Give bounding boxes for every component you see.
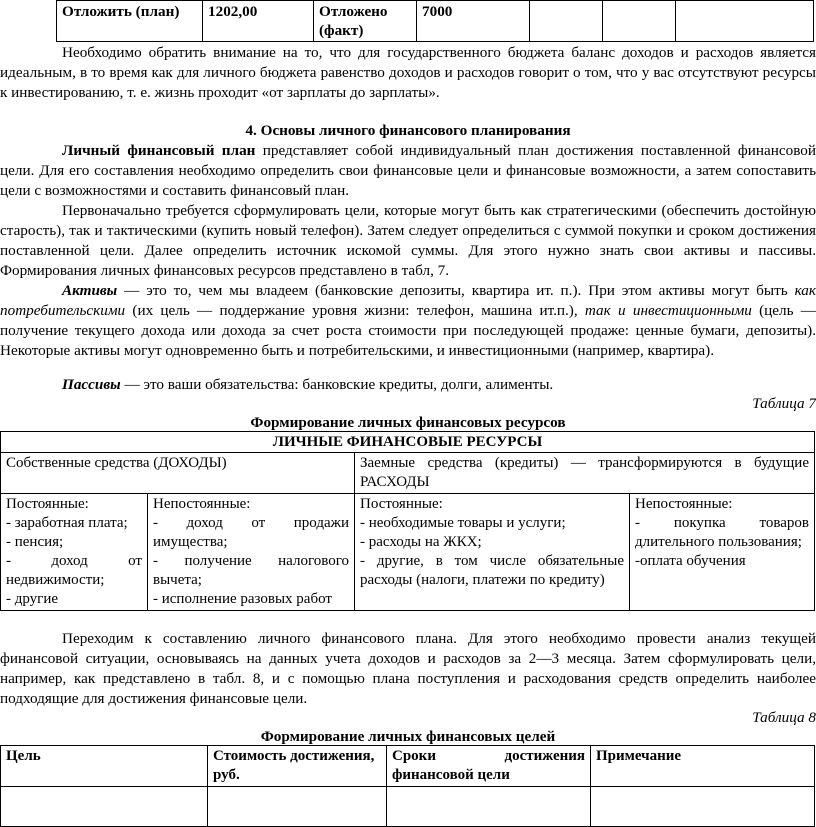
table-header: Стоимость достижения, руб. xyxy=(208,746,387,787)
list-item: - получение налогового вычета; xyxy=(153,553,349,588)
term-liabilities: Пассивы xyxy=(62,376,121,393)
table-cell xyxy=(1,494,148,611)
paragraph-budget-note: Необходимо обратить внимание на то, что для государственного бюджета баланс доходов и расходов является идеальным, в то время как для личного бюджета равенство доходов и расходов говорит о том, что у вас отсутствуют ресурсы к инвестированию, т. е. жизнь проходит «от зарплаты до зарплаты». xyxy=(0,44,816,101)
table-cell xyxy=(355,494,630,611)
cell-heading: Постоянные: xyxy=(360,496,443,512)
term-assets: Активы xyxy=(62,282,118,299)
list-item: - расходы на ЖКХ; xyxy=(360,534,482,550)
list-item: -оплата обучения xyxy=(635,553,746,569)
list-item: - другие xyxy=(6,591,59,607)
paragraph-text: (их цель — поддержание уровня жизни: телефон, машина ит.п.), xyxy=(125,302,585,319)
list-item: - доход от продажи имущества; xyxy=(153,515,349,550)
cell-heading: Непостоянные: xyxy=(635,496,733,512)
table-row xyxy=(1,453,815,494)
term-personal-plan: Личный финансовый план xyxy=(62,142,256,159)
term-consumer: как потребительскими xyxy=(0,282,816,319)
paragraph-assets xyxy=(0,281,816,361)
table-title: Формирование личных финансовых ресурсов xyxy=(250,414,566,431)
table-cell xyxy=(1,787,208,827)
paragraph-personal-plan xyxy=(0,141,816,201)
table-caption-number: Таблица 8 xyxy=(752,709,816,726)
table-row xyxy=(1,494,815,611)
table-caption-number: Таблица 7 xyxy=(752,395,816,412)
table-row xyxy=(1,432,815,453)
paragraph-text: — это то, чем мы владеем (банковские депозиты, квартира ит. п.). При этом активы могут быть xyxy=(117,282,795,299)
table-header: Примечание xyxy=(591,746,815,787)
table-cell xyxy=(603,1,676,42)
term-investment: так и инвестиционными xyxy=(584,302,752,319)
list-item: - покупка товаров длительного пользования; xyxy=(635,515,809,550)
table-header: ЛИЧНЫЕ ФИНАНСОВЫЕ РЕСУРСЫ xyxy=(1,432,815,453)
cell-heading: Постоянные: xyxy=(6,496,89,512)
table-row xyxy=(1,746,815,787)
paragraph-goals: Первоначально требуется сформулировать цели, которые могут быть как стратегическими (обеспечить достойную старость), так и тактическими (купить новый телефон). Затем следует определиться с суммой покупки и сроком достижения поставленной цели. Далее определить источник искомой суммы. Для этого нужно знать свои активы и пассивы. Формирования личных финансовых ресурсов представлено в табл, 7. xyxy=(0,202,816,279)
table-cell: Отложить (план) xyxy=(57,1,203,42)
table-cell xyxy=(387,787,591,827)
goals-table xyxy=(0,745,815,827)
table-title: Формирование личных финансовых целей xyxy=(260,728,556,745)
table-cell xyxy=(208,787,387,827)
table-cell: Отложено (факт) xyxy=(314,1,417,42)
list-item: - исполнение разовых работ xyxy=(153,591,332,607)
paragraph-text: (цель — получение текущего дохода или дохода за счет роста стоимости при последующей продаже: ценные бумаги, депозиты). Некоторые активы могут одновременно быть и потребительскими, и инвестиционными (например, квартира). xyxy=(0,302,816,359)
table-row xyxy=(1,787,815,827)
table-cell: 7000 xyxy=(417,1,530,42)
list-item: - другие, в том числе обязательные расходы (налоги, платежи по кредиту) xyxy=(360,553,624,588)
list-item: - пенсия; xyxy=(6,534,64,550)
paragraph-liabilities xyxy=(0,375,816,395)
table-cell xyxy=(530,1,603,42)
list-item: - доход от недвижимости; xyxy=(6,553,142,588)
table-cell xyxy=(630,494,815,611)
table-cell xyxy=(676,1,814,42)
table-cell xyxy=(591,787,815,827)
table-cell: Заемные средства (кредиты) — трансформируются в будущие РАСХОДЫ xyxy=(355,453,815,494)
table-row xyxy=(57,1,814,42)
cell-heading: Непостоянные: xyxy=(153,496,251,512)
table-header: Сроки достижения финансовой цели xyxy=(387,746,591,787)
list-item: - заработная плата; xyxy=(6,515,128,531)
paragraph-text: — это ваши обязательства: банковские кредиты, долги, алименты. xyxy=(120,376,554,393)
table-cell xyxy=(148,494,355,611)
table-cell: 1202,00 xyxy=(203,1,314,42)
table-header: Цель xyxy=(1,746,208,787)
section-heading: 4. Основы личного финансового планирования xyxy=(245,122,571,139)
paragraph-plan-steps: Переходим к составлению личного финансового плана. Для этого необходимо провести анализ текущей финансовой ситуации, основываясь на данных учета доходов и расходов за 2—3 месяца. Затем сформулировать цели, например, как представлено в табл. 8, и с помощью плана поступления и расходования средств определить наиболее подходящие для достижения финансовые цели. xyxy=(0,630,816,707)
resources-table xyxy=(0,431,815,611)
top-table xyxy=(56,0,814,42)
paragraph-text: представляет собой индивидуальный план достижения поставленной финансовой цели. Для его составления необходимо определить свои финансовые цели и финансовые возможности, а затем сопоставить цели с возможностями и составить финансовый план. xyxy=(0,142,816,199)
list-item: - необходимые товары и услуги; xyxy=(360,515,566,531)
table-cell: Собственные средства (ДОХОДЫ) xyxy=(1,453,355,494)
